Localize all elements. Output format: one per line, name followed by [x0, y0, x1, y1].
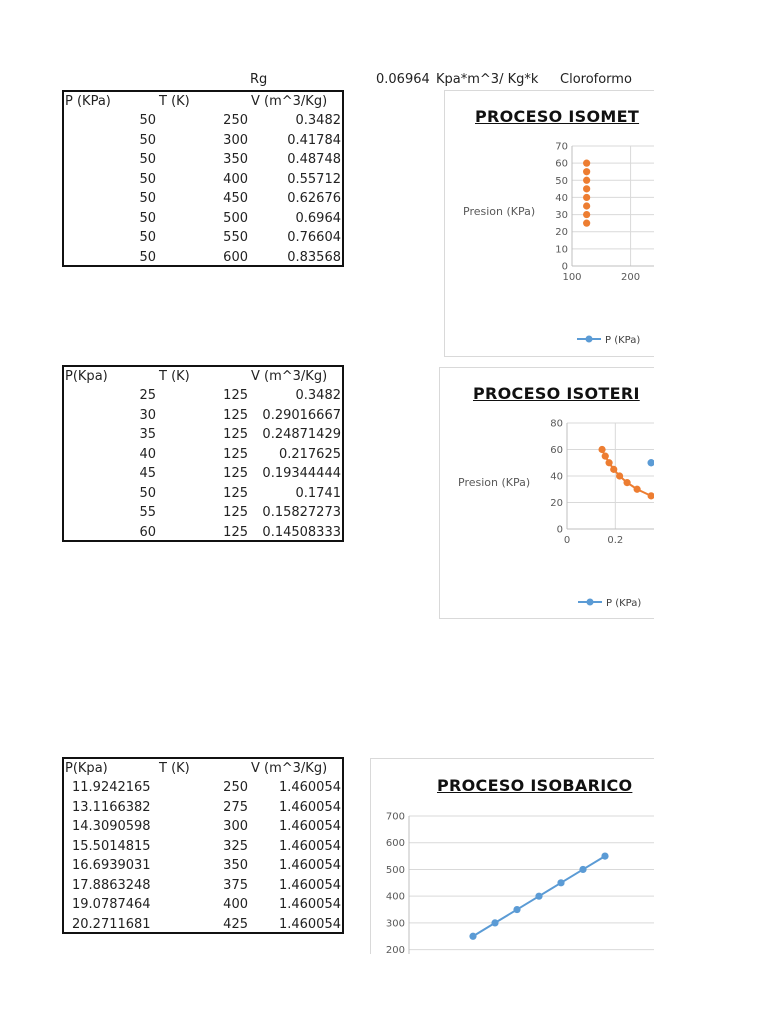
cell-volume: 1.460054: [278, 838, 341, 854]
data-point: [583, 194, 590, 201]
cell-pressure: 45: [139, 466, 156, 481]
cell-temperature: 550: [223, 230, 248, 245]
y-tick-label: 500: [385, 864, 405, 876]
cell-temperature: 250: [223, 780, 248, 795]
chart-plot: [440, 368, 654, 619]
cell-volume: 1.460054: [278, 877, 341, 893]
chart-title: PROCESO ISOTERI: [473, 384, 640, 403]
table-row: [64, 406, 342, 425]
cell-pressure: 17.8863248: [72, 877, 151, 893]
cell-volume: 0.3482: [295, 113, 341, 128]
column-header: T (K): [159, 369, 190, 384]
cell-pressure: 15.5014815: [72, 838, 151, 854]
table-row: [64, 111, 342, 130]
chart-isotermico[interactable]: [439, 367, 654, 619]
cell-pressure: 50: [139, 485, 156, 501]
cell-volume: 1.460054: [278, 858, 341, 873]
data-point: [648, 459, 654, 466]
x-tick-label: 100: [562, 272, 582, 283]
cell-pressure: 11.9242165: [72, 780, 151, 795]
column-header: V (m^3/Kg): [251, 761, 328, 776]
table-row: [64, 817, 342, 836]
cell-volume: 1.460054: [278, 916, 341, 932]
y-tick-label: 400: [385, 891, 405, 903]
cell-volume: 0.217625: [278, 446, 341, 462]
table-header-row: [64, 367, 342, 386]
cell-temperature: 425: [223, 916, 248, 932]
data-point: [583, 160, 590, 167]
table-isobarico: [62, 757, 344, 934]
y-tick-label: 20: [550, 498, 563, 509]
cell-pressure: 25: [139, 388, 156, 403]
cell-volume: 0.62676: [287, 191, 341, 206]
y-tick-label: 0: [556, 524, 563, 536]
cell-volume: 0.83568: [287, 249, 341, 265]
table-row: [64, 895, 342, 914]
cell-temperature: 125: [223, 466, 248, 481]
table-row: [64, 445, 342, 464]
table-row: [64, 228, 342, 247]
cell-volume: 0.15827273: [262, 505, 341, 520]
data-point: [513, 906, 520, 913]
cell-temperature: 125: [223, 485, 248, 501]
chart-plot: [371, 759, 654, 954]
data-point: [601, 852, 608, 859]
y-tick-label: 50: [555, 175, 568, 187]
x-tick-label: 0: [563, 535, 571, 546]
column-header: V (m^3/Kg): [251, 369, 328, 384]
cell-temperature: 125: [223, 388, 248, 403]
chart-title: PROCESO ISOMET: [475, 107, 640, 126]
cell-pressure: 30: [139, 407, 156, 423]
data-point: [624, 479, 631, 486]
data-point: [610, 466, 617, 473]
table-row: [64, 798, 342, 817]
data-point: [598, 446, 605, 453]
cell-temperature: 125: [223, 446, 248, 462]
cell-volume: 0.14508333: [262, 524, 341, 540]
cell-pressure: 60: [139, 524, 156, 540]
cell-pressure: 16.6939031: [72, 858, 151, 873]
cell-temperature: 375: [223, 877, 248, 893]
cell-volume: 0.55712: [287, 171, 341, 187]
cell-volume: 0.1741: [295, 485, 341, 501]
cell-pressure: 14.3090598: [72, 819, 151, 834]
cell-volume: 0.41784: [287, 132, 341, 148]
rg-label: Rg: [250, 72, 268, 87]
y-tick-label: 30: [555, 210, 568, 222]
y-tick-label: 300: [385, 918, 405, 930]
y-axis-label: Presion (KPa): [458, 476, 531, 489]
cell-pressure: 20.2711681: [72, 916, 151, 932]
table-isometrico: [62, 90, 344, 267]
cell-temperature: 500: [223, 210, 248, 226]
cell-temperature: 400: [223, 171, 248, 187]
cell-volume: 0.3482: [295, 388, 341, 403]
table-row: [64, 523, 342, 542]
legend-marker: [587, 599, 594, 606]
cell-temperature: 350: [223, 858, 248, 873]
data-point: [616, 472, 623, 479]
cell-temperature: 125: [223, 505, 248, 520]
table-header-row: [64, 92, 342, 111]
table-row: [64, 131, 342, 150]
table-row: [64, 778, 342, 797]
chart-isobarico[interactable]: [370, 758, 654, 954]
data-point: [583, 211, 590, 218]
cell-volume: 1.460054: [278, 780, 341, 795]
cell-temperature: 400: [223, 897, 248, 912]
data-point: [579, 866, 586, 873]
cell-volume: 0.19344444: [262, 466, 341, 481]
table-row: [64, 503, 342, 522]
table-row: [64, 150, 342, 169]
table-isotermico: [62, 365, 344, 542]
legend-label: P (KPa): [606, 598, 642, 609]
cell-temperature: 125: [223, 407, 248, 423]
y-tick-label: 600: [385, 838, 405, 850]
y-tick-label: 70: [555, 141, 568, 153]
table-row: [64, 170, 342, 189]
cell-temperature: 450: [223, 191, 248, 206]
table-row: [64, 425, 342, 444]
cell-volume: 0.76604: [287, 230, 341, 245]
data-point: [583, 202, 590, 209]
table-row: [64, 209, 342, 228]
column-header: P(Kpa): [65, 761, 108, 776]
data-point: [634, 486, 641, 493]
y-tick-label: 200: [385, 945, 405, 955]
chart-plot: [445, 91, 654, 357]
data-point: [557, 879, 564, 886]
table-row: [64, 386, 342, 405]
legend-label: P (KPa): [605, 335, 641, 346]
y-tick-label: 0: [561, 261, 568, 273]
data-point: [583, 185, 590, 192]
rg-units: Kpa*m^3/ Kg*k: [436, 72, 539, 87]
y-tick-label: 60: [550, 445, 563, 456]
data-point: [602, 453, 609, 460]
data-point: [583, 168, 590, 175]
column-header: V (m^3/Kg): [251, 94, 328, 109]
y-tick-label: 60: [555, 158, 568, 170]
cell-pressure: 50: [139, 230, 156, 245]
cell-temperature: 350: [223, 152, 248, 167]
chart-isometrico[interactable]: [444, 90, 654, 357]
column-header: P(Kpa): [65, 369, 108, 384]
cell-volume: 0.6964: [295, 210, 341, 226]
cell-temperature: 275: [223, 799, 248, 815]
cell-pressure: 19.0787464: [72, 897, 151, 912]
column-header: P (KPa): [65, 94, 111, 109]
y-tick-label: 10: [555, 244, 568, 256]
legend-marker: [586, 336, 593, 343]
chart-title: PROCESO ISOBARICO: [437, 776, 633, 795]
y-tick-label: 80: [550, 418, 563, 430]
series-line: [602, 450, 651, 496]
table-row: [64, 837, 342, 856]
cell-temperature: 325: [223, 838, 248, 854]
table-row: [64, 189, 342, 208]
y-tick-label: 40: [550, 471, 563, 483]
cell-pressure: 50: [139, 249, 156, 265]
x-tick-label: 200: [621, 272, 641, 283]
column-header: T (K): [159, 761, 190, 776]
cell-pressure: 13.1166382: [72, 799, 151, 815]
table-row: [64, 876, 342, 895]
cell-volume: 1.460054: [278, 799, 341, 815]
cell-pressure: 50: [139, 210, 156, 226]
cell-temperature: 125: [223, 524, 248, 540]
cell-temperature: 600: [223, 249, 248, 265]
table-row: [64, 915, 342, 934]
table-row: [64, 484, 342, 503]
y-tick-label: 700: [385, 811, 405, 823]
column-header: T (K): [159, 94, 190, 109]
cell-pressure: 35: [139, 427, 156, 442]
data-point: [469, 933, 476, 940]
cell-temperature: 250: [223, 113, 248, 128]
y-axis-label: Presion (KPa): [463, 205, 536, 218]
data-point: [535, 893, 542, 900]
cell-pressure: 50: [139, 132, 156, 148]
cell-pressure: 50: [139, 171, 156, 187]
x-tick-label: 0.2: [607, 535, 624, 546]
cell-temperature: 125: [223, 427, 248, 442]
table-row: [64, 248, 342, 267]
cell-volume: 0.29016667: [262, 407, 341, 423]
cell-pressure: 40: [139, 446, 156, 462]
data-point: [605, 459, 612, 466]
table-row: [64, 856, 342, 875]
data-point: [583, 220, 590, 227]
data-point: [583, 177, 590, 184]
data-point: [648, 492, 654, 499]
cell-volume: 1.460054: [278, 819, 341, 834]
y-tick-label: 40: [555, 192, 568, 204]
table-header-row: [64, 759, 342, 778]
cell-volume: 0.48748: [287, 152, 341, 167]
data-point: [491, 919, 498, 926]
cell-pressure: 50: [139, 113, 156, 128]
cell-volume: 0.24871429: [262, 427, 341, 442]
y-tick-label: 20: [555, 227, 568, 239]
cell-temperature: 300: [223, 132, 248, 148]
substance-name: Cloroformo: [560, 72, 632, 87]
cell-volume: 1.460054: [278, 897, 341, 912]
rg-value: 0.06964: [376, 72, 430, 87]
cell-temperature: 300: [223, 819, 248, 834]
table-row: [64, 464, 342, 483]
cell-pressure: 50: [139, 191, 156, 206]
cell-pressure: 50: [139, 152, 156, 167]
cell-pressure: 55: [139, 505, 156, 520]
